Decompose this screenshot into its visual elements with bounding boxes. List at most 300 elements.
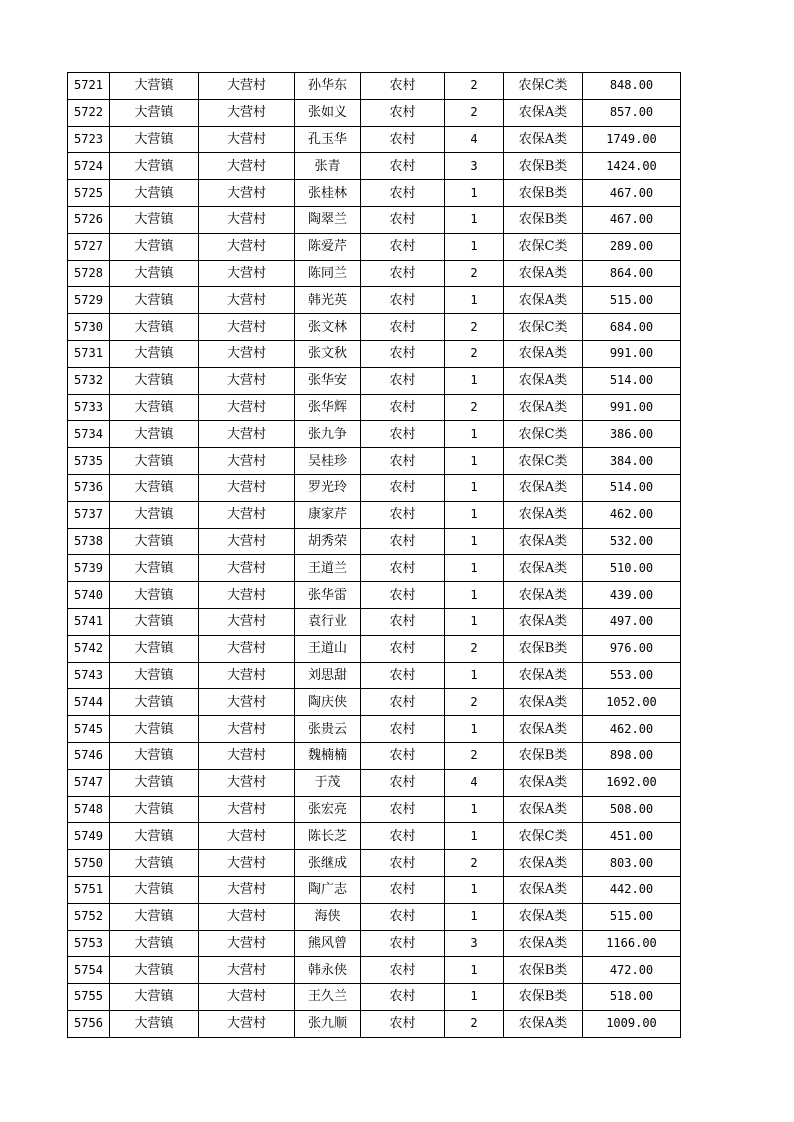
table-row <box>68 876 681 903</box>
people-count-cell: 2 <box>445 73 504 100</box>
town-cell: 大营镇 <box>110 957 199 984</box>
amount-cell: 467.00 <box>583 206 681 233</box>
serial-cell: 5723 <box>68 126 110 153</box>
amount-cell: 384.00 <box>583 448 681 475</box>
name-cell: 张华安 <box>295 367 361 394</box>
town-cell: 大营镇 <box>110 528 199 555</box>
amount-cell: 803.00 <box>583 850 681 877</box>
insurance-class-cell: 农保A类 <box>504 99 583 126</box>
village-cell: 大营村 <box>199 260 295 287</box>
amount-cell: 1749.00 <box>583 126 681 153</box>
town-cell: 大营镇 <box>110 233 199 260</box>
table-row <box>68 689 681 716</box>
serial-cell: 5730 <box>68 314 110 341</box>
name-cell: 陶广志 <box>295 876 361 903</box>
name-cell: 袁行业 <box>295 608 361 635</box>
serial-cell: 5727 <box>68 233 110 260</box>
insurance-class-cell: 农保B类 <box>504 957 583 984</box>
table-row <box>68 501 681 528</box>
name-cell: 王道兰 <box>295 555 361 582</box>
village-cell: 大营村 <box>199 206 295 233</box>
table-row <box>68 635 681 662</box>
insurance-class-cell: 农保C类 <box>504 448 583 475</box>
insurance-class-cell: 农保B类 <box>504 742 583 769</box>
people-count-cell: 1 <box>445 180 504 207</box>
people-count-cell: 1 <box>445 501 504 528</box>
serial-cell: 5745 <box>68 716 110 743</box>
amount-cell: 857.00 <box>583 99 681 126</box>
amount-cell: 991.00 <box>583 340 681 367</box>
village-cell: 大营村 <box>199 501 295 528</box>
town-cell: 大营镇 <box>110 555 199 582</box>
village-cell: 大营村 <box>199 662 295 689</box>
people-count-cell: 2 <box>445 1010 504 1037</box>
serial-cell: 5741 <box>68 608 110 635</box>
household-type-cell: 农村 <box>361 287 445 314</box>
table-row <box>68 662 681 689</box>
table-row <box>68 957 681 984</box>
amount-cell: 991.00 <box>583 394 681 421</box>
amount-cell: 684.00 <box>583 314 681 341</box>
village-cell: 大营村 <box>199 99 295 126</box>
name-cell: 张文秋 <box>295 340 361 367</box>
serial-cell: 5740 <box>68 582 110 609</box>
village-cell: 大营村 <box>199 635 295 662</box>
household-type-cell: 农村 <box>361 769 445 796</box>
household-type-cell: 农村 <box>361 153 445 180</box>
amount-cell: 848.00 <box>583 73 681 100</box>
household-type-cell: 农村 <box>361 608 445 635</box>
amount-cell: 532.00 <box>583 528 681 555</box>
table-row <box>68 1010 681 1037</box>
village-cell: 大营村 <box>199 1010 295 1037</box>
amount-cell: 442.00 <box>583 876 681 903</box>
household-type-cell: 农村 <box>361 99 445 126</box>
household-type-cell: 农村 <box>361 930 445 957</box>
village-cell: 大营村 <box>199 73 295 100</box>
household-type-cell: 农村 <box>361 957 445 984</box>
people-count-cell: 2 <box>445 850 504 877</box>
household-type-cell: 农村 <box>361 501 445 528</box>
name-cell: 孔玉华 <box>295 126 361 153</box>
town-cell: 大营镇 <box>110 850 199 877</box>
serial-cell: 5724 <box>68 153 110 180</box>
town-cell: 大营镇 <box>110 689 199 716</box>
household-type-cell: 农村 <box>361 823 445 850</box>
insurance-class-cell: 农保B类 <box>504 984 583 1011</box>
name-cell: 张华辉 <box>295 394 361 421</box>
insurance-class-cell: 农保A类 <box>504 474 583 501</box>
town-cell: 大营镇 <box>110 582 199 609</box>
amount-cell: 1692.00 <box>583 769 681 796</box>
household-type-cell: 农村 <box>361 662 445 689</box>
people-count-cell: 2 <box>445 394 504 421</box>
name-cell: 王久兰 <box>295 984 361 1011</box>
village-cell: 大营村 <box>199 796 295 823</box>
household-type-cell: 农村 <box>361 340 445 367</box>
people-count-cell: 4 <box>445 126 504 153</box>
table-row <box>68 555 681 582</box>
amount-cell: 386.00 <box>583 421 681 448</box>
household-type-cell: 农村 <box>361 582 445 609</box>
serial-cell: 5733 <box>68 394 110 421</box>
name-cell: 张九顺 <box>295 1010 361 1037</box>
household-type-cell: 农村 <box>361 984 445 1011</box>
household-type-cell: 农村 <box>361 742 445 769</box>
village-cell: 大营村 <box>199 287 295 314</box>
insurance-class-cell: 农保A类 <box>504 903 583 930</box>
town-cell: 大营镇 <box>110 769 199 796</box>
roster-table <box>67 72 681 1038</box>
table-row <box>68 448 681 475</box>
insurance-class-cell: 农保A类 <box>504 582 583 609</box>
people-count-cell: 4 <box>445 769 504 796</box>
serial-cell: 5737 <box>68 501 110 528</box>
table-row <box>68 260 681 287</box>
town-cell: 大营镇 <box>110 823 199 850</box>
village-cell: 大营村 <box>199 555 295 582</box>
table-row <box>68 153 681 180</box>
people-count-cell: 1 <box>445 233 504 260</box>
people-count-cell: 1 <box>445 421 504 448</box>
household-type-cell: 农村 <box>361 448 445 475</box>
name-cell: 吴桂珍 <box>295 448 361 475</box>
table-row <box>68 823 681 850</box>
amount-cell: 1166.00 <box>583 930 681 957</box>
village-cell: 大营村 <box>199 394 295 421</box>
village-cell: 大营村 <box>199 689 295 716</box>
people-count-cell: 1 <box>445 716 504 743</box>
insurance-class-cell: 农保A类 <box>504 930 583 957</box>
name-cell: 张文林 <box>295 314 361 341</box>
town-cell: 大营镇 <box>110 1010 199 1037</box>
insurance-class-cell: 农保A类 <box>504 608 583 635</box>
name-cell: 张继成 <box>295 850 361 877</box>
table-row <box>68 73 681 100</box>
serial-cell: 5743 <box>68 662 110 689</box>
insurance-class-cell: 农保B类 <box>504 180 583 207</box>
amount-cell: 439.00 <box>583 582 681 609</box>
insurance-class-cell: 农保C类 <box>504 421 583 448</box>
serial-cell: 5721 <box>68 73 110 100</box>
people-count-cell: 1 <box>445 474 504 501</box>
people-count-cell: 1 <box>445 555 504 582</box>
name-cell: 张如义 <box>295 99 361 126</box>
amount-cell: 1009.00 <box>583 1010 681 1037</box>
people-count-cell: 1 <box>445 662 504 689</box>
insurance-class-cell: 农保A类 <box>504 367 583 394</box>
village-cell: 大营村 <box>199 957 295 984</box>
serial-cell: 5747 <box>68 769 110 796</box>
name-cell: 张华雷 <box>295 582 361 609</box>
serial-cell: 5738 <box>68 528 110 555</box>
people-count-cell: 1 <box>445 957 504 984</box>
people-count-cell: 2 <box>445 340 504 367</box>
household-type-cell: 农村 <box>361 876 445 903</box>
village-cell: 大营村 <box>199 180 295 207</box>
serial-cell: 5722 <box>68 99 110 126</box>
table-row <box>68 930 681 957</box>
table-row <box>68 796 681 823</box>
table-row <box>68 742 681 769</box>
serial-cell: 5752 <box>68 903 110 930</box>
town-cell: 大营镇 <box>110 421 199 448</box>
insurance-class-cell: 农保A类 <box>504 260 583 287</box>
people-count-cell: 1 <box>445 876 504 903</box>
people-count-cell: 1 <box>445 903 504 930</box>
household-type-cell: 农村 <box>361 850 445 877</box>
village-cell: 大营村 <box>199 474 295 501</box>
household-type-cell: 农村 <box>361 206 445 233</box>
town-cell: 大营镇 <box>110 394 199 421</box>
amount-cell: 898.00 <box>583 742 681 769</box>
serial-cell: 5751 <box>68 876 110 903</box>
village-cell: 大营村 <box>199 903 295 930</box>
people-count-cell: 1 <box>445 608 504 635</box>
table-row <box>68 474 681 501</box>
people-count-cell: 2 <box>445 99 504 126</box>
serial-cell: 5735 <box>68 448 110 475</box>
town-cell: 大营镇 <box>110 662 199 689</box>
amount-cell: 515.00 <box>583 287 681 314</box>
people-count-cell: 2 <box>445 314 504 341</box>
amount-cell: 497.00 <box>583 608 681 635</box>
insurance-class-cell: 农保A类 <box>504 126 583 153</box>
table-row <box>68 206 681 233</box>
people-count-cell: 1 <box>445 448 504 475</box>
name-cell: 张青 <box>295 153 361 180</box>
town-cell: 大营镇 <box>110 260 199 287</box>
serial-cell: 5755 <box>68 984 110 1011</box>
amount-cell: 864.00 <box>583 260 681 287</box>
people-count-cell: 2 <box>445 689 504 716</box>
insurance-class-cell: 农保A类 <box>504 501 583 528</box>
people-count-cell: 3 <box>445 153 504 180</box>
town-cell: 大营镇 <box>110 876 199 903</box>
insurance-class-cell: 农保A类 <box>504 850 583 877</box>
village-cell: 大营村 <box>199 582 295 609</box>
village-cell: 大营村 <box>199 823 295 850</box>
village-cell: 大营村 <box>199 314 295 341</box>
town-cell: 大营镇 <box>110 340 199 367</box>
people-count-cell: 1 <box>445 823 504 850</box>
amount-cell: 462.00 <box>583 716 681 743</box>
table-row <box>68 99 681 126</box>
amount-cell: 976.00 <box>583 635 681 662</box>
amount-cell: 472.00 <box>583 957 681 984</box>
insurance-class-cell: 农保A类 <box>504 876 583 903</box>
people-count-cell: 2 <box>445 260 504 287</box>
serial-cell: 5749 <box>68 823 110 850</box>
insurance-class-cell: 农保A类 <box>504 528 583 555</box>
serial-cell: 5732 <box>68 367 110 394</box>
name-cell: 罗光玲 <box>295 474 361 501</box>
household-type-cell: 农村 <box>361 421 445 448</box>
insurance-class-cell: 农保A类 <box>504 555 583 582</box>
name-cell: 韩永侠 <box>295 957 361 984</box>
name-cell: 熊风曾 <box>295 930 361 957</box>
table-row <box>68 903 681 930</box>
town-cell: 大营镇 <box>110 635 199 662</box>
amount-cell: 1052.00 <box>583 689 681 716</box>
table-row <box>68 180 681 207</box>
name-cell: 王道山 <box>295 635 361 662</box>
serial-cell: 5739 <box>68 555 110 582</box>
insurance-class-cell: 农保A类 <box>504 716 583 743</box>
amount-cell: 289.00 <box>583 233 681 260</box>
household-type-cell: 农村 <box>361 180 445 207</box>
serial-cell: 5728 <box>68 260 110 287</box>
serial-cell: 5742 <box>68 635 110 662</box>
village-cell: 大营村 <box>199 769 295 796</box>
household-type-cell: 农村 <box>361 73 445 100</box>
insurance-class-cell: 农保A类 <box>504 287 583 314</box>
name-cell: 孙华东 <box>295 73 361 100</box>
household-type-cell: 农村 <box>361 260 445 287</box>
name-cell: 康家芹 <box>295 501 361 528</box>
insurance-class-cell: 农保A类 <box>504 1010 583 1037</box>
serial-cell: 5748 <box>68 796 110 823</box>
town-cell: 大营镇 <box>110 287 199 314</box>
household-type-cell: 农村 <box>361 716 445 743</box>
serial-cell: 5756 <box>68 1010 110 1037</box>
name-cell: 陈同兰 <box>295 260 361 287</box>
town-cell: 大营镇 <box>110 501 199 528</box>
insurance-class-cell: 农保A类 <box>504 796 583 823</box>
household-type-cell: 农村 <box>361 1010 445 1037</box>
people-count-cell: 1 <box>445 796 504 823</box>
town-cell: 大营镇 <box>110 608 199 635</box>
insurance-class-cell: 农保A类 <box>504 689 583 716</box>
people-count-cell: 3 <box>445 930 504 957</box>
village-cell: 大营村 <box>199 126 295 153</box>
household-type-cell: 农村 <box>361 314 445 341</box>
insurance-class-cell: 农保A类 <box>504 340 583 367</box>
household-type-cell: 农村 <box>361 903 445 930</box>
village-cell: 大营村 <box>199 716 295 743</box>
amount-cell: 467.00 <box>583 180 681 207</box>
town-cell: 大营镇 <box>110 742 199 769</box>
insurance-class-cell: 农保C类 <box>504 73 583 100</box>
insurance-class-cell: 农保B类 <box>504 206 583 233</box>
table-row <box>68 608 681 635</box>
table-row <box>68 233 681 260</box>
name-cell: 于茂 <box>295 769 361 796</box>
table-row <box>68 769 681 796</box>
name-cell: 张贵云 <box>295 716 361 743</box>
table-row <box>68 984 681 1011</box>
table-row <box>68 367 681 394</box>
amount-cell: 1424.00 <box>583 153 681 180</box>
name-cell: 陶翠兰 <box>295 206 361 233</box>
serial-cell: 5744 <box>68 689 110 716</box>
serial-cell: 5731 <box>68 340 110 367</box>
insurance-class-cell: 农保A类 <box>504 394 583 421</box>
village-cell: 大营村 <box>199 448 295 475</box>
town-cell: 大营镇 <box>110 73 199 100</box>
household-type-cell: 农村 <box>361 474 445 501</box>
town-cell: 大营镇 <box>110 474 199 501</box>
name-cell: 张九争 <box>295 421 361 448</box>
village-cell: 大营村 <box>199 340 295 367</box>
serial-cell: 5734 <box>68 421 110 448</box>
serial-cell: 5750 <box>68 850 110 877</box>
people-count-cell: 2 <box>445 742 504 769</box>
people-count-cell: 1 <box>445 206 504 233</box>
village-cell: 大营村 <box>199 742 295 769</box>
people-count-cell: 1 <box>445 582 504 609</box>
name-cell: 陶庆侠 <box>295 689 361 716</box>
serial-cell: 5726 <box>68 206 110 233</box>
village-cell: 大营村 <box>199 850 295 877</box>
village-cell: 大营村 <box>199 233 295 260</box>
table-row <box>68 582 681 609</box>
village-cell: 大营村 <box>199 153 295 180</box>
name-cell: 胡秀荣 <box>295 528 361 555</box>
table-row <box>68 421 681 448</box>
insurance-class-cell: 农保B类 <box>504 635 583 662</box>
town-cell: 大营镇 <box>110 984 199 1011</box>
town-cell: 大营镇 <box>110 367 199 394</box>
amount-cell: 553.00 <box>583 662 681 689</box>
people-count-cell: 1 <box>445 367 504 394</box>
village-cell: 大营村 <box>199 984 295 1011</box>
insurance-class-cell: 农保C类 <box>504 314 583 341</box>
village-cell: 大营村 <box>199 608 295 635</box>
name-cell: 海侠 <box>295 903 361 930</box>
insurance-class-cell: 农保C类 <box>504 823 583 850</box>
people-count-cell: 1 <box>445 984 504 1011</box>
household-type-cell: 农村 <box>361 394 445 421</box>
village-cell: 大营村 <box>199 367 295 394</box>
town-cell: 大营镇 <box>110 796 199 823</box>
insurance-class-cell: 农保B类 <box>504 153 583 180</box>
people-count-cell: 2 <box>445 635 504 662</box>
household-type-cell: 农村 <box>361 555 445 582</box>
table-row <box>68 314 681 341</box>
village-cell: 大营村 <box>199 930 295 957</box>
table-row <box>68 394 681 421</box>
serial-cell: 5736 <box>68 474 110 501</box>
town-cell: 大营镇 <box>110 448 199 475</box>
table-row <box>68 528 681 555</box>
town-cell: 大营镇 <box>110 180 199 207</box>
village-cell: 大营村 <box>199 876 295 903</box>
name-cell: 刘思甜 <box>295 662 361 689</box>
serial-cell: 5746 <box>68 742 110 769</box>
amount-cell: 510.00 <box>583 555 681 582</box>
town-cell: 大营镇 <box>110 206 199 233</box>
insurance-class-cell: 农保A类 <box>504 662 583 689</box>
people-count-cell: 1 <box>445 287 504 314</box>
serial-cell: 5753 <box>68 930 110 957</box>
name-cell: 魏楠楠 <box>295 742 361 769</box>
name-cell: 陈爱芹 <box>295 233 361 260</box>
table-row <box>68 340 681 367</box>
insurance-class-cell: 农保C类 <box>504 233 583 260</box>
town-cell: 大营镇 <box>110 930 199 957</box>
name-cell: 陈长芝 <box>295 823 361 850</box>
serial-cell: 5729 <box>68 287 110 314</box>
amount-cell: 515.00 <box>583 903 681 930</box>
amount-cell: 462.00 <box>583 501 681 528</box>
town-cell: 大营镇 <box>110 903 199 930</box>
table-row <box>68 126 681 153</box>
village-cell: 大营村 <box>199 528 295 555</box>
town-cell: 大营镇 <box>110 99 199 126</box>
table-row <box>68 850 681 877</box>
name-cell: 张桂林 <box>295 180 361 207</box>
